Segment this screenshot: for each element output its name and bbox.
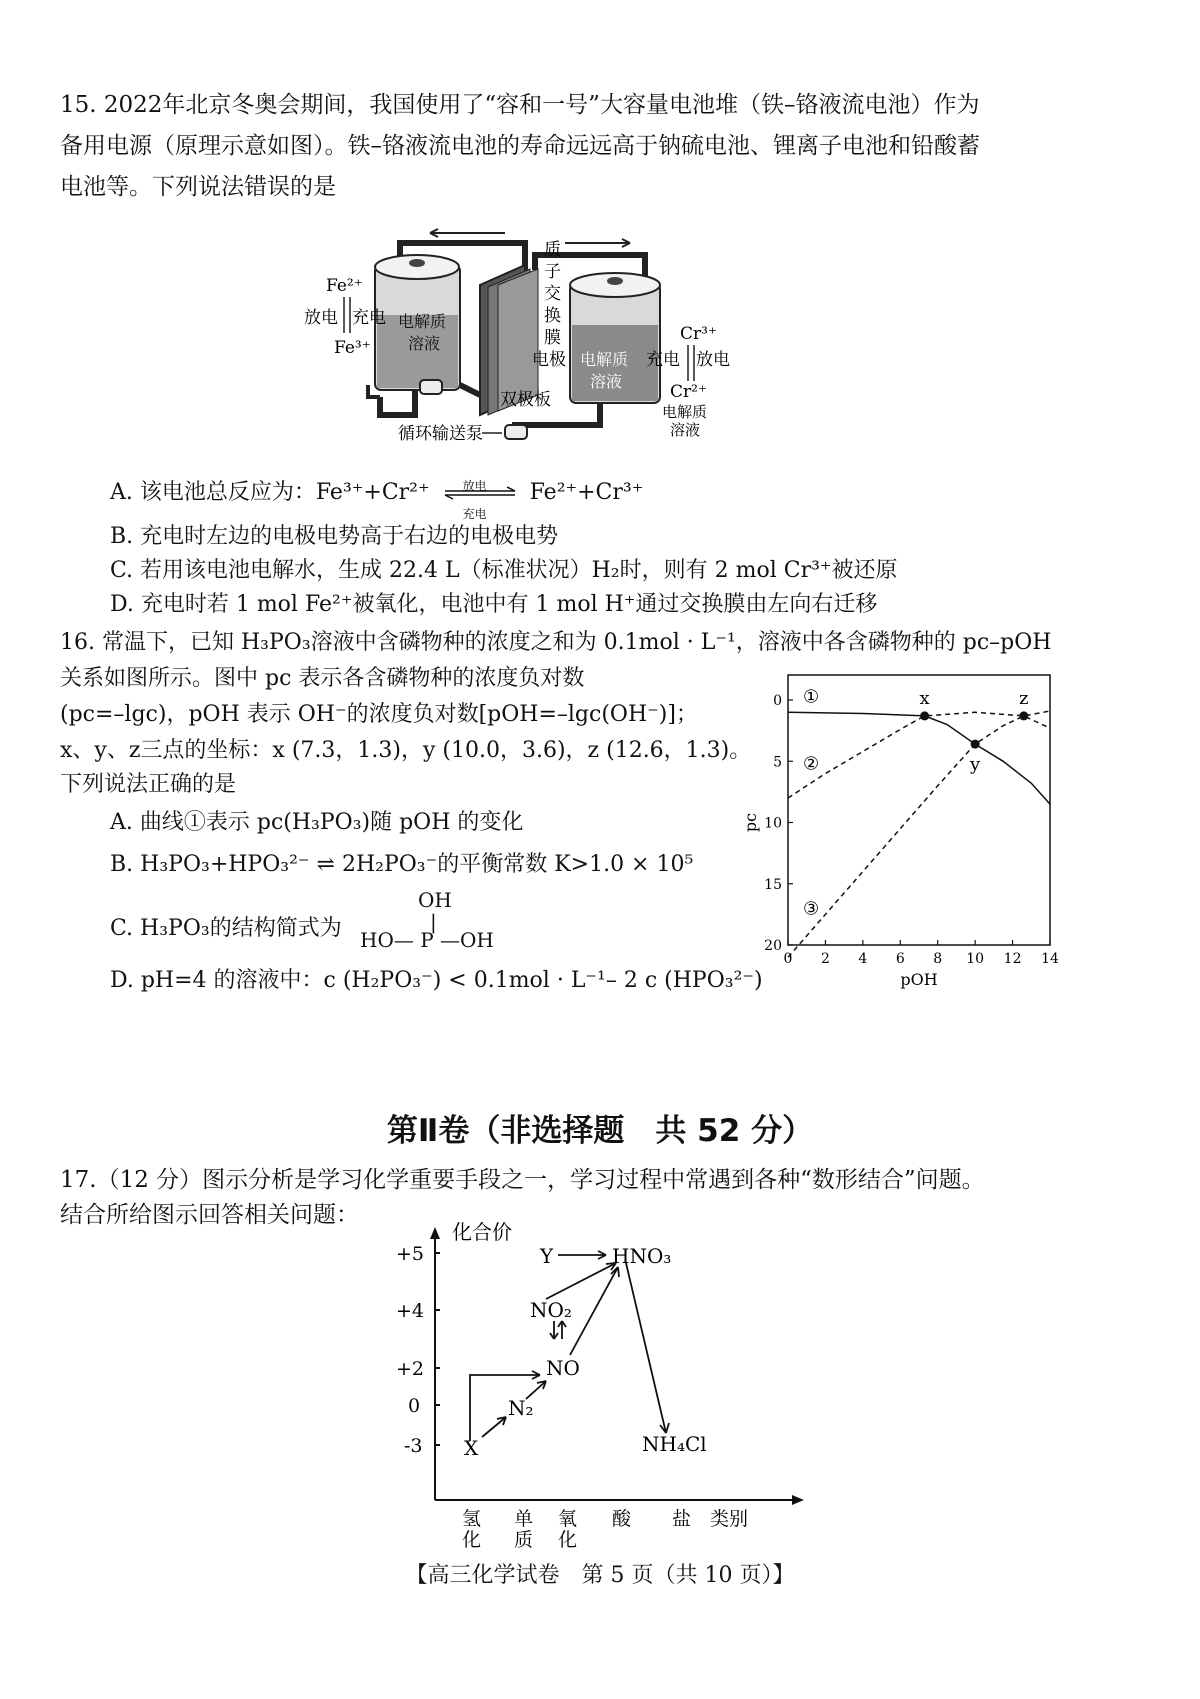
- cat-salt: 盐: [672, 1508, 692, 1530]
- curve-label-3: ③: [802, 898, 820, 920]
- ytick-0: 0: [408, 1395, 421, 1417]
- x-tick-label: 10: [966, 951, 985, 967]
- cat-element-1: 单: [514, 1508, 534, 1530]
- curve-1-line: [788, 712, 1050, 804]
- q15-option-c: C. 若用该电池电解水，生成 22.4 L（标准状况）H₂时，则有 2 mol Cr³⁺被还原: [110, 558, 898, 583]
- node-n2: N₂: [508, 1396, 534, 1420]
- cat-acid: 酸: [612, 1508, 632, 1530]
- q15-option-a-pre: A. 该电池总反应为：Fe³⁺+Cr²⁺: [110, 480, 430, 505]
- x-axis-label: 类别: [710, 1508, 749, 1530]
- cat-hydride-2: 化: [462, 1529, 482, 1551]
- point-y: [971, 740, 980, 749]
- point-z: [1019, 711, 1028, 720]
- node-y: Y: [540, 1244, 554, 1268]
- q15-option-b: B. 充电时左边的电极电势高于右边的电极电势: [110, 524, 559, 549]
- left-charge-label: 充电: [352, 308, 386, 328]
- x-axis-label: pOH: [900, 970, 938, 989]
- cat-element-2: 质: [514, 1529, 534, 1551]
- q16-option-c: C. H₃PO₃的结构简式为: [110, 916, 342, 941]
- cr2-label: Cr²⁺: [670, 382, 707, 402]
- q17-line2: 结合所给图示回答相关问题：: [60, 1202, 359, 1228]
- y-axis-label: pc: [741, 812, 760, 833]
- q16-line5: 下列说法正确的是: [60, 772, 237, 797]
- membrane-char-2: 子: [544, 262, 561, 282]
- y-tick-label: 15: [764, 876, 782, 893]
- x-tick-label: 4: [858, 951, 868, 967]
- point-x-label: x: [919, 687, 930, 709]
- pump-label: 循环输送泵: [398, 424, 483, 444]
- left-electrolyte-label-2: 溶液: [408, 334, 441, 353]
- section2-title: 第Ⅱ卷（非选择题 共 52 分）: [386, 1113, 814, 1149]
- ytick-p2: +2: [396, 1358, 425, 1380]
- pc-poh-chart: [738, 660, 1068, 995]
- cat-oxide-1: 氧: [558, 1508, 578, 1530]
- structure-bond: |: [430, 910, 437, 934]
- valence-category-diagram: [390, 1215, 820, 1550]
- y-tick-label: 0: [773, 693, 782, 709]
- node-nh4cl: NH₄Cl: [642, 1432, 707, 1456]
- left-electrolyte-label-1: 电解质: [398, 312, 447, 331]
- x-tick-label: 2: [820, 951, 830, 967]
- q15-option-a: [110, 478, 644, 521]
- arrow-bottom-label: 充电: [462, 507, 487, 521]
- node-x: X: [464, 1436, 479, 1460]
- page-footer: 【高三化学试卷 第 5 页（共 10 页）】: [405, 1563, 795, 1588]
- right-electrolyte-outside-1: 电解质: [662, 403, 708, 421]
- q16-option-b: B. H₃PO₃+HPO₃²⁻ ⇌ 2H₂PO₃⁻的平衡常数 K>1.0 × 10⁵: [110, 852, 694, 877]
- q16-option-a: A. 曲线①表示 pc(H₃PO₃)随 pOH 的变化: [110, 810, 524, 835]
- q15-option-a-post: Fe²⁺+Cr³⁺: [529, 480, 644, 505]
- point-z-label: z: [1019, 687, 1029, 709]
- cat-hydride-1: 氢: [462, 1508, 482, 1530]
- q16-line4: x、y、z三点的坐标：x (7.3，1.3)，y (10.0，3.6)，z (12.6，1.3)。: [60, 738, 752, 763]
- ytick-p4: +4: [396, 1300, 425, 1322]
- node-hno3: HNO₃: [612, 1244, 672, 1268]
- x-tick-label: 14: [1041, 951, 1059, 967]
- right-electrolyte-label-1: 电解质: [580, 350, 629, 369]
- flow-battery-diagram: [304, 225, 820, 495]
- structure-oh-top: OH: [418, 888, 452, 912]
- electrode-label: 电极: [532, 350, 566, 370]
- point-x: [920, 711, 929, 720]
- fe2-label: Fe²⁺: [326, 276, 363, 296]
- ytick-m3: -3: [404, 1435, 423, 1457]
- q15-option-d: D. 充电时若 1 mol Fe²⁺被氧化，电池中有 1 mol H⁺通过交换膜由左向右迁移: [110, 592, 878, 617]
- right-electrolyte-outside-2: 溶液: [670, 421, 701, 439]
- q15-line3: 电池等。下列说法错误的是: [60, 174, 336, 200]
- curve-2-line: [788, 712, 1050, 798]
- point-y-label: y: [970, 754, 981, 776]
- reversible-arrow: [441, 479, 519, 521]
- cr3-label: Cr³⁺: [680, 324, 717, 344]
- arrow-top-label: 放电: [462, 479, 487, 493]
- y-tick-label: 5: [773, 754, 782, 771]
- node-no2: NO₂: [530, 1298, 572, 1322]
- q16-line1: 16. 常温下，已知 H₃PO₃溶液中含磷物种的浓度之和为 0.1mol · L⁻¹，溶液中各含磷物种的 pc–pOH: [60, 630, 1052, 655]
- cat-oxide-2: 化: [558, 1529, 578, 1551]
- x-tick-label: 6: [895, 951, 905, 967]
- x-tick-label: 0: [783, 951, 793, 967]
- curve-label-1: ①: [802, 686, 820, 708]
- q16-line2: 关系如图所示。图中 pc 表示各含磷物种的浓度负对数: [60, 666, 585, 691]
- x-tick-label: 8: [933, 951, 943, 967]
- membrane-char-1: 质: [544, 240, 561, 260]
- right-discharge-label: 放电: [696, 350, 730, 370]
- ytick-p5: +5: [396, 1243, 425, 1265]
- right-electrolyte-label-2: 溶液: [590, 372, 623, 391]
- curve-label-2: ②: [802, 753, 820, 775]
- membrane-char-4: 换: [544, 306, 561, 326]
- fe3-label: Fe³⁺: [334, 338, 371, 358]
- membrane-char-5: 膜: [544, 328, 561, 348]
- node-no: NO: [546, 1356, 580, 1380]
- y-tick-label: 10: [764, 815, 782, 832]
- membrane-char-3: 交: [544, 284, 561, 304]
- curve-3-line: [788, 711, 1050, 957]
- q15-line1: 15. 2022年北京冬奥会期间，我国使用了“容和一号”大容量电池堆（铁–铬液流电池）作为: [60, 92, 980, 118]
- bipolar-plate-label: 双极板: [500, 390, 551, 410]
- q16-option-d: D. pH=4 的溶液中：c (H₂PO₃⁻) < 0.1mol · L⁻¹– 2 c (HPO₃²⁻): [110, 968, 763, 993]
- structure-row: HO— P —OH: [360, 928, 494, 952]
- y-tick-label: 20: [764, 938, 782, 954]
- q15-line2: 备用电源（原理示意如图）。铁–铬液流电池的寿命远远高于钠硫电池、锂离子电池和铅酸蓄: [60, 133, 980, 159]
- y-axis-label: 化合价: [452, 1220, 512, 1244]
- left-discharge-label: 放电: [304, 308, 338, 328]
- x-tick-label: 12: [1003, 951, 1022, 967]
- right-charge-label: 充电: [646, 350, 680, 370]
- q17-line1: 17.（12 分）图示分析是学习化学重要手段之一，学习过程中常遇到各种“数形结合”问题。: [60, 1167, 985, 1193]
- q16-line3: (pc=–lgc)，pOH 表示 OH⁻的浓度负对数[pOH=–lgc(OH⁻)]；: [60, 702, 698, 727]
